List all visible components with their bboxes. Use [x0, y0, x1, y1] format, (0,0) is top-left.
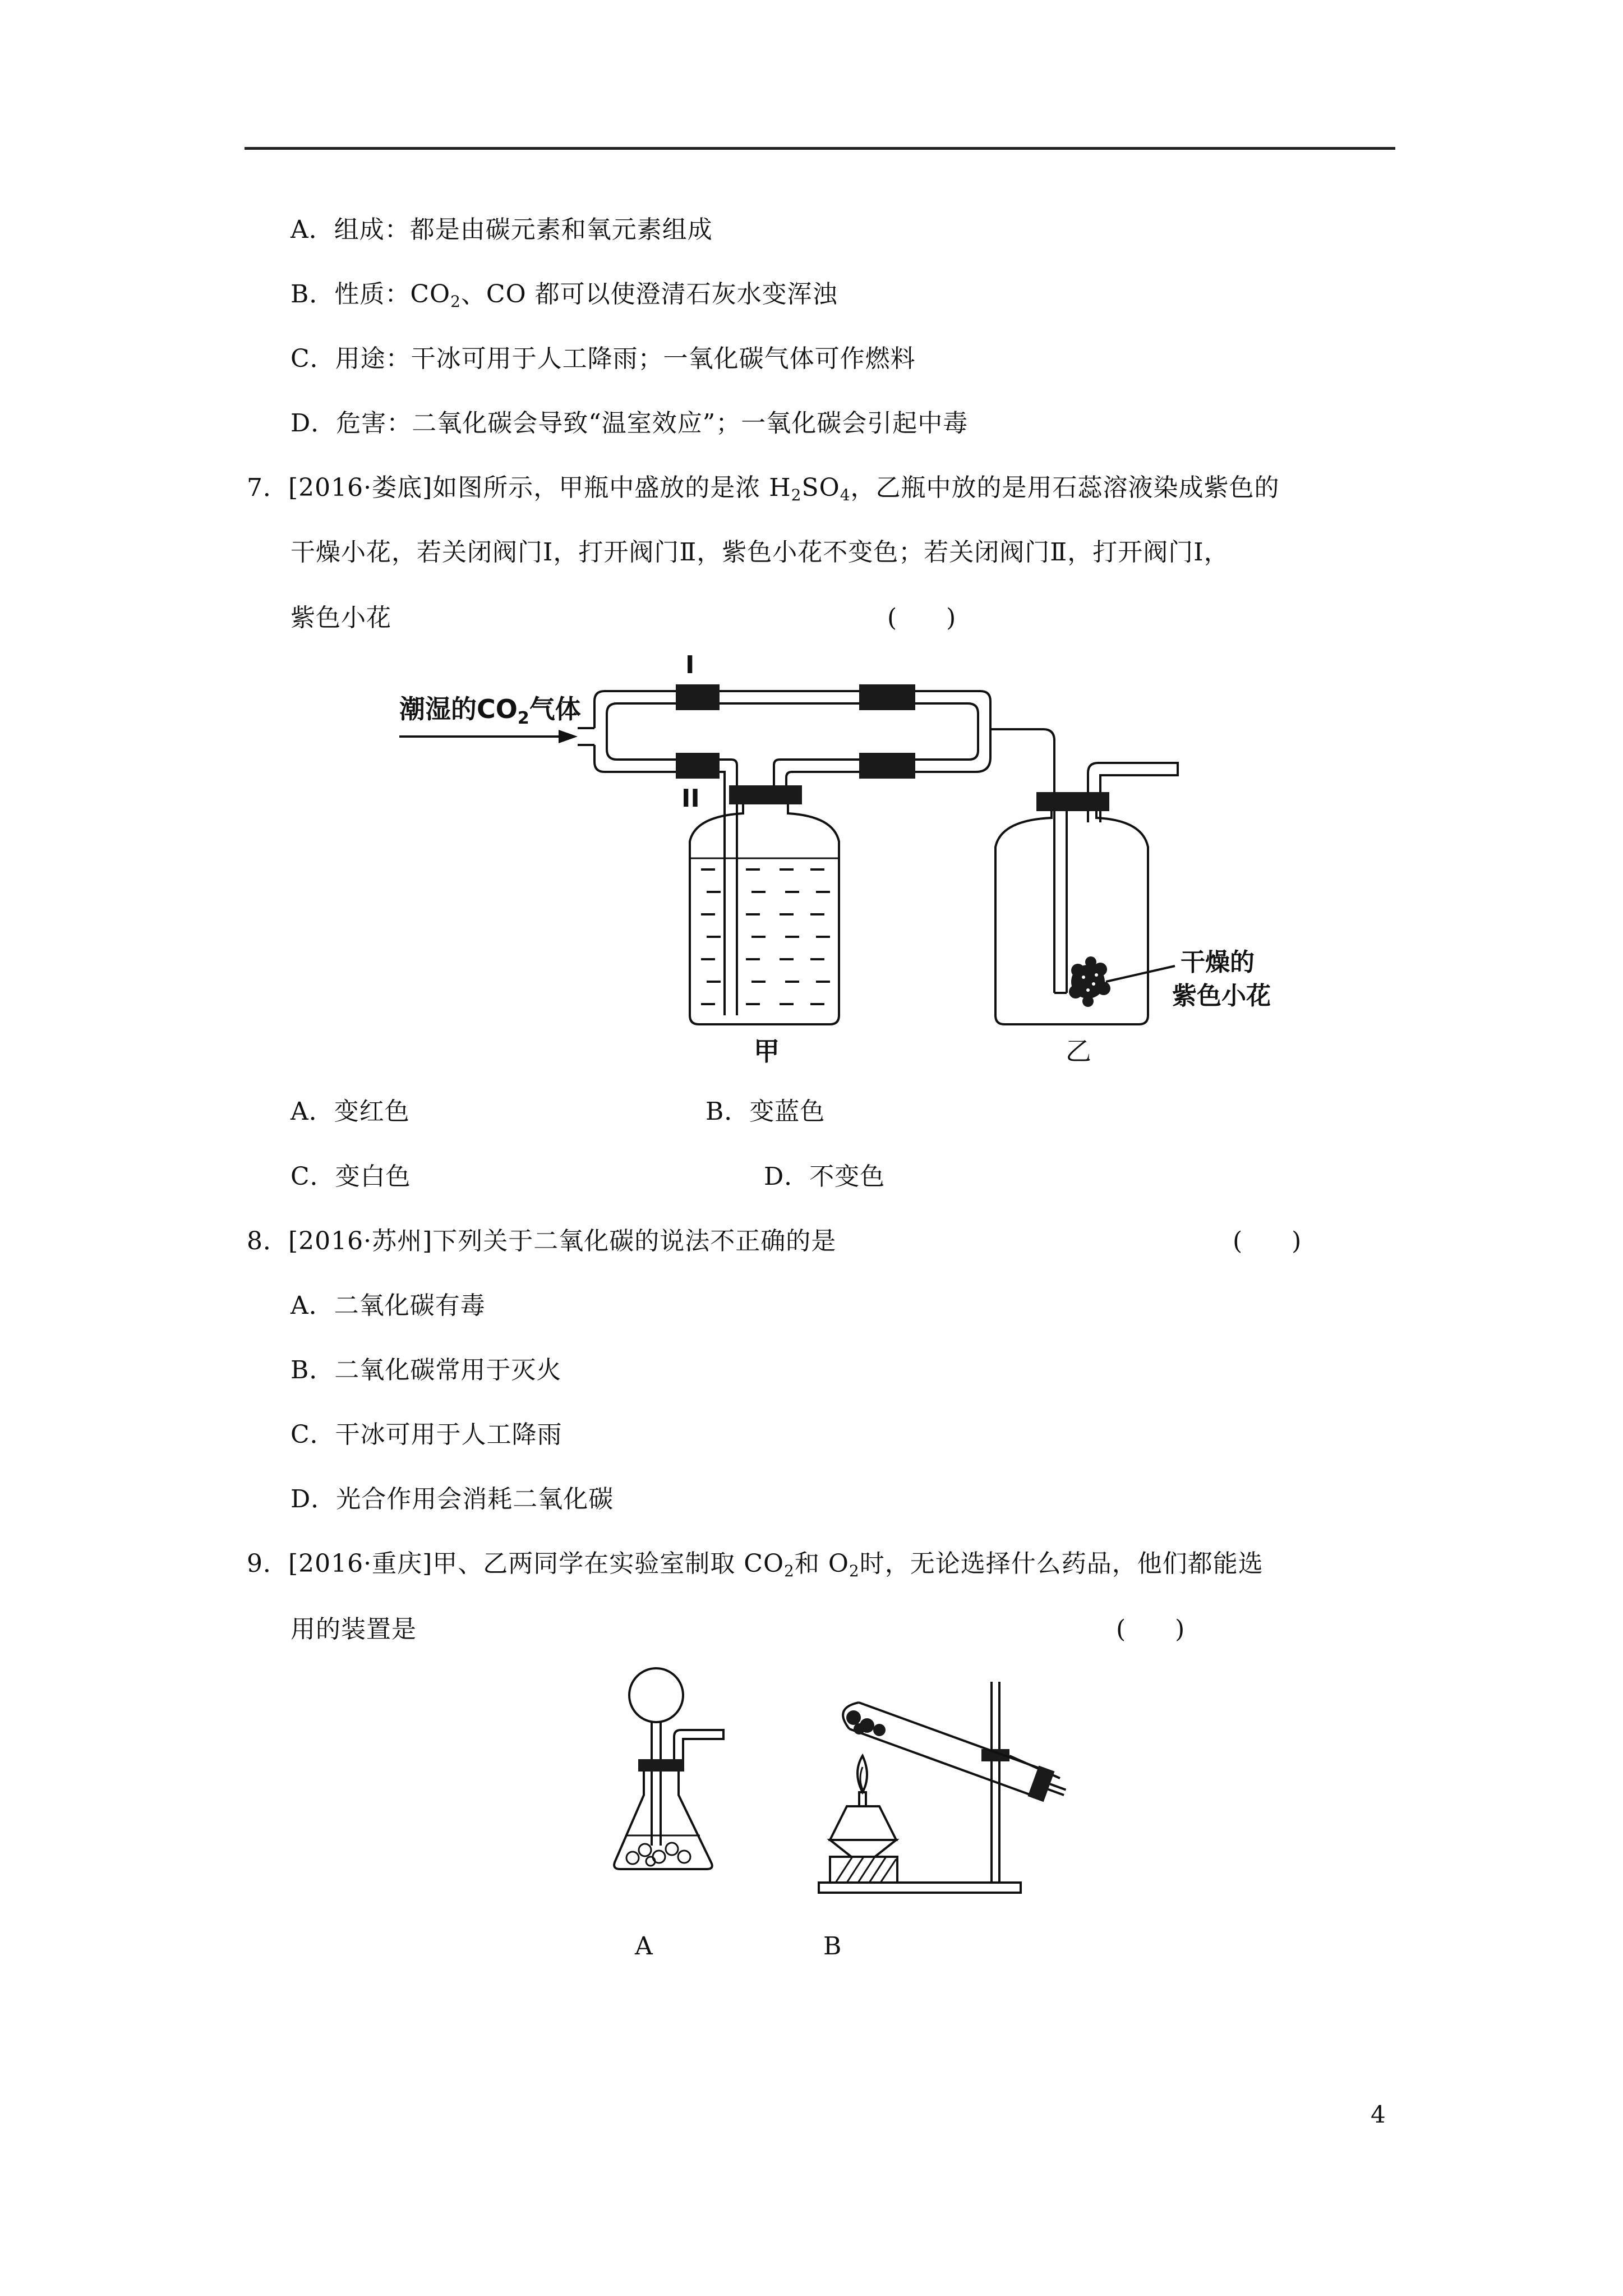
page-number: 4: [1371, 2101, 1386, 2128]
q6-option-c: C．用途：干冰可用于人工降雨；一氧化碳气体可作燃料: [291, 344, 916, 373]
q7-option-b: B．变蓝色: [706, 1097, 826, 1126]
q9-answer-paren: ( ): [1116, 1615, 1185, 1644]
q8-option-d: D．光合作用会消耗二氧化碳: [291, 1485, 614, 1513]
q9-stem-line1: 9．[2016·重庆]甲、乙两同学在实验室制取 $CO_2$和 $O_2$时，无论选择什么药品，他们都能选: [247, 1549, 1264, 1580]
solid-reagent: [846, 1710, 886, 1736]
q8-answer-paren: ( ): [1233, 1227, 1302, 1255]
stand-base: [819, 1883, 1021, 1893]
alcohol-lamp: [830, 1806, 896, 1840]
q9-stem-line2: 用的装置是: [291, 1615, 417, 1644]
q6-option-a: A．组成：都是由碳元素和氧元素组成: [291, 215, 713, 244]
q8-stem: 8．[2016·苏州]下列关于二氧化碳的说法不正确的是: [247, 1227, 837, 1255]
apparatus-b-diagram: [813, 1672, 1082, 1907]
bottle-yi-label: 乙: [1066, 1036, 1091, 1066]
wooden-block: [830, 1857, 897, 1883]
flower-label-2: 紫色小花: [1172, 982, 1271, 1010]
q7-stem-line3: 紫色小花: [291, 604, 391, 632]
valve-2-label: II: [681, 784, 700, 813]
upper-tube: [594, 691, 990, 729]
stopper-a: [638, 1759, 684, 1772]
flower-label-1: 干燥的: [1181, 948, 1255, 977]
apparatus-a-label: A: [635, 1932, 653, 1961]
conical-flask: [614, 1772, 712, 1869]
q6-option-b: B．性质：$CO_2$、CO 都可以使澄清石灰水变浑浊: [291, 280, 838, 311]
apparatus-b-label: B: [823, 1932, 842, 1961]
outlet-tube-yi: [1088, 763, 1178, 792]
valve-1: [676, 684, 720, 710]
bottle-jia-label: 甲: [754, 1036, 780, 1066]
funnel-bulb: [629, 1668, 683, 1722]
valve-2: [676, 753, 720, 779]
valve-block-upper-right: [859, 684, 915, 710]
q7-option-a: A．变红色: [291, 1097, 410, 1126]
stopper-yi: [1036, 792, 1109, 811]
apparatus-a-diagram: [606, 1660, 751, 1913]
test-tube: [838, 1696, 1071, 1807]
q7-stem-line2: 干燥小花，若关闭阀门Ⅰ，打开阀门Ⅱ，紫色小花不变色；若关闭阀门Ⅱ，打开阀门Ⅰ，: [291, 538, 1229, 567]
stopper-jia: [729, 785, 802, 804]
header-rule: [245, 147, 1395, 150]
q6-option-d: D．危害：二氧化碳会导致“温室效应”；一氧化碳会引起中毒: [291, 409, 969, 438]
q8-option-c: C．干冰可用于人工降雨: [291, 1420, 562, 1449]
q7-answer-paren: ( ): [887, 604, 956, 632]
gas-arrow-head: [559, 730, 578, 743]
q8-option-a: A．二氧化碳有毒: [291, 1291, 486, 1320]
q7-option-c: C．变白色: [291, 1162, 411, 1191]
q8-option-b: B．二氧化碳常用于灭火: [291, 1356, 562, 1384]
q7-stem-line1: 7．[2016·娄底]如图所示，甲瓶中盛放的是浓 $H_2SO_4$，乙瓶中放的是用石蕊溶液染成紫色的: [247, 473, 1280, 504]
purple-flower-icon: [1069, 956, 1110, 1007]
q7-apparatus-diagram: [393, 645, 1301, 1083]
gas-label: 潮湿的$CO_2$气体: [399, 694, 581, 728]
q7-option-d: D．不变色: [764, 1162, 886, 1191]
valve-block-lower-right: [859, 753, 915, 779]
acid-liquid-dashes: [701, 869, 830, 1004]
valve-1-label: I: [685, 651, 695, 679]
